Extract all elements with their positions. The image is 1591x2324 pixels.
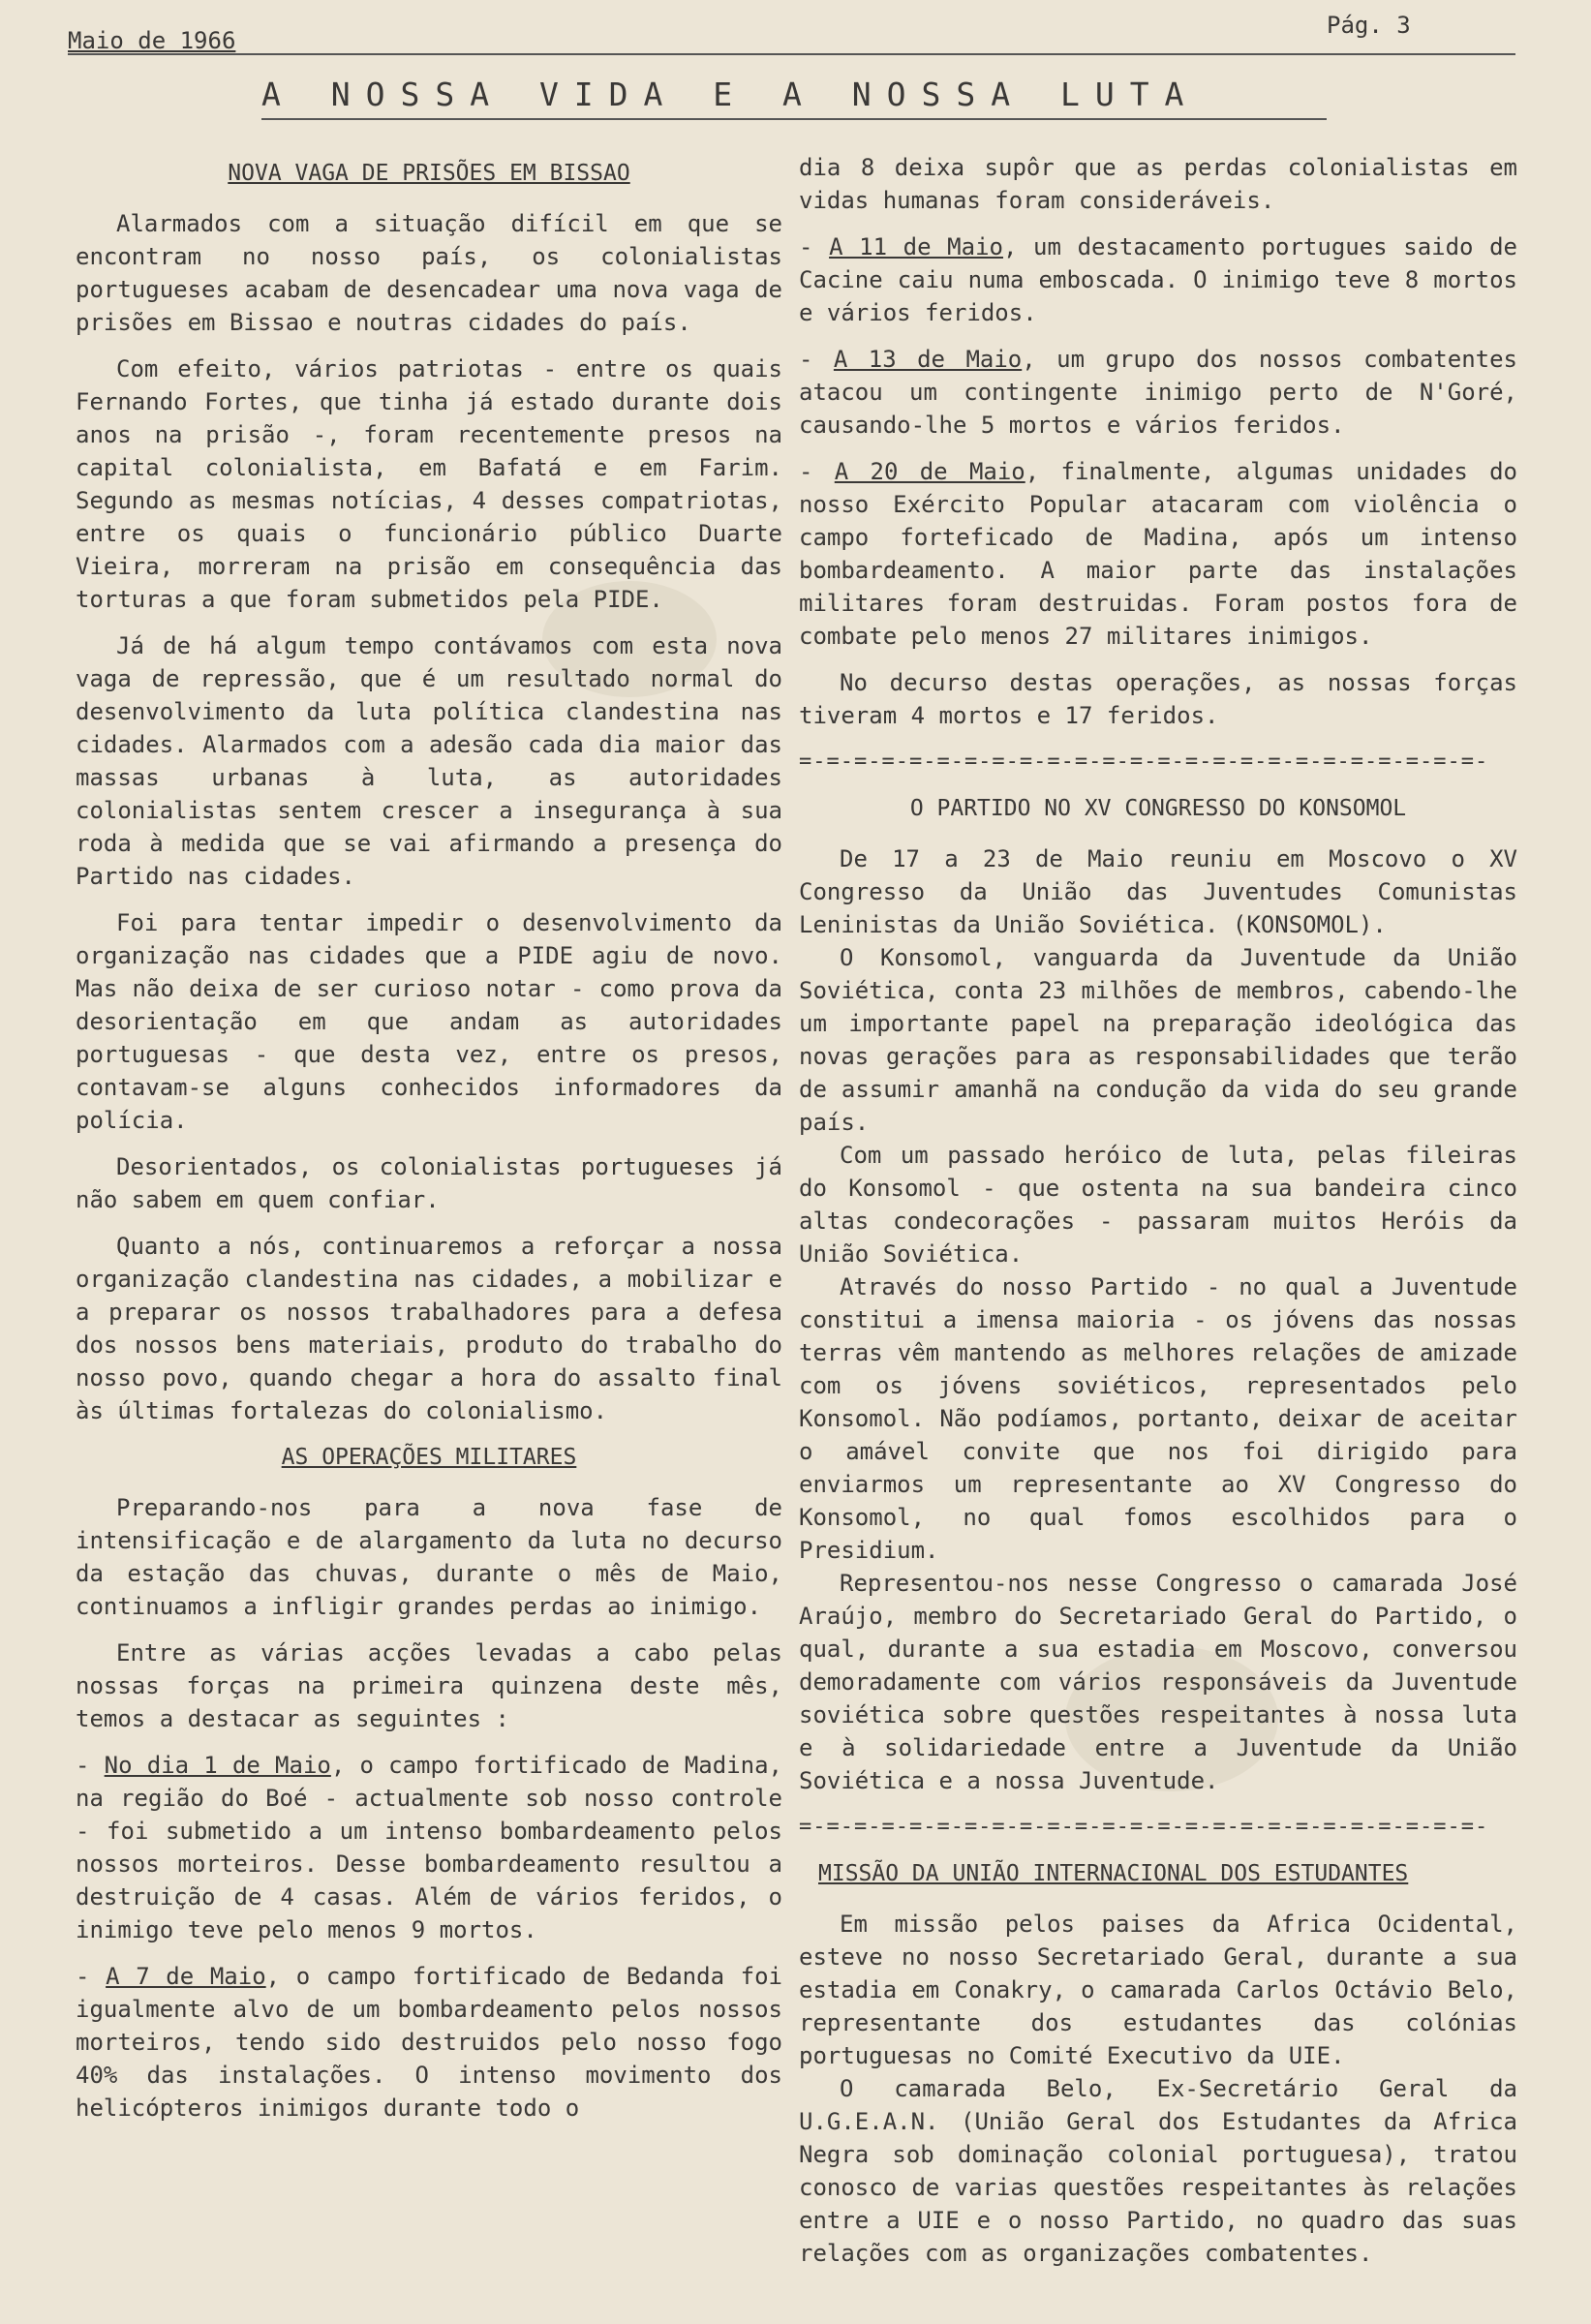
operation-text: , o campo fortificado de Madina, na região do Boé - actualmente sob nosso controle - foi submetido a um intenso bombardeamento pelos nossos morteiros. Desse bombardeamento resultou a destruição de 4 casas. Além de vários feridos, o inimigo teve pelo menos 9 mortos.	[76, 1752, 783, 1943]
article-paragraph: Representou-nos nesse Congresso o camarada José Araújo, membro do Secretariado Geral do Partido, o qual, durante a sua estadia em Moscovo, conversou demoradamente com vários responsáveis da Juventude soviética sobre questões respeitantes à nossa luta e à solidariedade entre a Juventude da União Soviética e a nossa Juventude.	[799, 1570, 1517, 1794]
header-rule	[68, 53, 1515, 55]
operation-text: , um destacamento portugues saido de Cacine caiu numa emboscada. O inimigo teve 8 mortos e vários feridos.	[799, 233, 1518, 326]
section-separator: =-=-=-=-=-=-=-=-=-=-=-=-=-=-=-=-=-=-=-=-=-=-=-=-=-	[799, 1815, 1489, 1839]
operation-date: A 7 de Maio	[106, 1963, 266, 1990]
article-paragraph: Desorientados, os colonialistas portugueses já não sabem em quem confiar.	[76, 1153, 782, 1213]
operation-item: - A 11 de Maio, um destacamento portugues saido de Cacine caiu numa emboscada. O inimigo teve 8 mortos e vários feridos.	[799, 233, 1518, 326]
article-heading-operacoes: AS OPERAÇÕES MILITARES	[281, 1445, 577, 1470]
article-paragraph: Entre as várias acções levadas a cabo pelas nossas forças na primeira quinzena deste mês, temos a destacar as seguintes :	[76, 1639, 782, 1732]
right-column	[799, 151, 1517, 2270]
operation-item: - A 20 de Maio, finalmente, algumas unidades do nosso Exército Popular atacaram com violência o campo forteficado de Madina, após um intenso bombardeamento. A maior parte das instalações militares foram destruidas. Foram postos fora de combate pelo menos 27 militares inimigos.	[799, 458, 1517, 650]
article-paragraph: Alarmados com a situação difícil em que se encontram no nosso país, os colonialistas portugueses acabam de desencadear uma nova vaga de prisões em Bissao e noutras cidades do país.	[76, 210, 782, 336]
article-paragraph: Através do nosso Partido - no qual a Juventude constitui a imensa maioria - os jóvens das nossas terras vêm mantendo as melhores relações de amizade com os jóvens soviéticos, representados pelo Konsomol. Não podíamos, portanto, deixar de aceitar o amável convite que nos foi dirigido para enviarmos um representante ao XV Congresso do Konsomol, no qual fomos escolhidos para o Presidium.	[799, 1273, 1517, 1564]
left-column	[76, 157, 782, 2138]
operation-text: , finalmente, algumas unidades do nosso Exército Popular atacaram com violência o campo forteficado de Madina, após um intenso bombardeamento. A maior parte das instalações militares foram destruidas. Foram postos fora de combate pelo menos 27 militares inimigos.	[799, 458, 1517, 650]
operation-text: , um grupo dos nossos combatentes atacou um contingente inimigo perto de N'Goré, causando-lhe 5 mortos e vários feridos.	[799, 346, 1518, 439]
article-paragraph: Com efeito, vários patriotas - entre os quais Fernando Fortes, que tinha já estado durante dois anos na prisão -, foram recentemente presos na capital colonialista, em Bafatá e em Farim. Segundo as mesmas notícias, 4 desses compatriotas, entre os quais o funcionário público Duarte Vieira, morreram na prisão em consequência das torturas a que foram submetidos pela PIDE.	[76, 355, 782, 613]
operation-date: No dia 1 de Maio	[104, 1752, 331, 1779]
summary-paragraph: No decurso destas operações, as nossas forças tiveram 4 mortos e 17 feridos.	[799, 669, 1517, 729]
article-paragraph: Com um passado heróico de luta, pelas fileiras do Konsomol - que ostenta na sua bandeira cinco altas condecorações - passaram muitos Heróis da União Soviética.	[799, 1142, 1517, 1268]
operation-item: - No dia 1 de Maio, o campo fortificado de Madina, na região do Boé - actualmente sob nosso controle - foi submetido a um intenso bombardeamento pelos nossos morteiros. Desse bombardeamento resultou a destruição de 4 casas. Além de vários feridos, o inimigo teve pelo menos 9 mortos.	[76, 1752, 783, 1943]
operation-date: A 13 de Maio	[833, 346, 1023, 373]
operation-text: , o campo fortificado de Bedanda foi igualmente alvo de um bombardeamento pelos nossos morteiros, tendo sido destruidos pelo nosso fogo 40% das instalações. O intenso movimento dos helicópteros inimigos durante todo o	[76, 1963, 783, 2122]
continuation-paragraph: dia 8 deixa supôr que as perdas colonialistas em vidas humanas foram consideráveis.	[799, 154, 1517, 214]
article-paragraph: Já de há algum tempo contávamos com esta nova vaga de repressão, que é um resultado normal do desenvolvimento da luta política clandestina nas cidades. Alarmados com a adesão cada dia maior das massas urbanas à luta, as autoridades colonialistas sentem crescer a insegurança à sua roda à medida que se vai afirmando a presença do Partido nas cidades.	[76, 632, 782, 890]
article-paragraph: Foi para tentar impedir o desenvolvimento da organização nas cidades que a PIDE agiu de novo. Mas não deixa de ser curioso notar - como prova da desorientação em que andam as autoridades portuguesas - que desta vez, entre os presos, contavam-se alguns conhecidos informadores da polícia.	[76, 909, 782, 1134]
article-heading-uie: MISSÃO DA UNIÃO INTERNACIONAL DOS ESTUDANTES	[818, 1861, 1409, 1886]
operation-date: A 11 de Maio	[829, 233, 1003, 260]
article-paragraph: O Konsomol, vanguarda da Juventude da União Soviética, conta 23 milhões de membros, cabendo-lhe um importante papel na preparação ideológica das novas gerações para as responsabilidades que terão de assumir amanhã na condução da vida do seu grande país.	[799, 944, 1517, 1136]
article-heading-konsomol: O PARTIDO NO XV CONGRESSO DO KONSOMOL	[909, 796, 1407, 821]
operation-item: - A 7 de Maio, o campo fortificado de Bedanda foi igualmente alvo de um bombardeamento pelos nossos morteiros, tendo sido destruidos pelo nosso fogo 40% das instalações. O intenso movimento dos helicópteros inimigos durante todo o	[76, 1963, 783, 2122]
article-paragraph: O camarada Belo, Ex-Secretário Geral da U.G.E.A.N. (União Geral dos Estudantes da Africa Negra sob dominação colonial portuguesa), tratou conosco de varias questões respeitantes às relações entre a UIE e o nosso Partido, no quadro das suas relações com as organizações combatentes.	[799, 2075, 1517, 2267]
section-separator: =-=-=-=-=-=-=-=-=-=-=-=-=-=-=-=-=-=-=-=-=-=-=-=-=-	[799, 749, 1489, 774]
operation-item: - A 13 de Maio, um grupo dos nossos combatentes atacou um contingente inimigo perto de N'Goré, causando-lhe 5 mortos e vários feridos.	[799, 346, 1518, 439]
article-heading-prisoes: NOVA VAGA DE PRISÕES EM BISSAO	[228, 161, 630, 186]
section-title: A NOSSA VIDA E A NOSSA LUTA	[261, 76, 1200, 113]
article-paragraph: Em missão pelos paises da Africa Ocidental, esteve no nosso Secretariado Geral, durante a sua estadia em Conakry, o camarada Carlos Octávio Belo, representante dos estudantes das colónias portuguesas no Comité Executivo da UIE.	[799, 1911, 1517, 2069]
page-number: Pág. 3	[1327, 12, 1411, 39]
operation-date: A 20 de Maio	[834, 458, 1025, 485]
article-paragraph: De 17 a 23 de Maio reuniu em Moscovo o XV Congresso da União das Juventudes Comunistas Leninistas da União Soviética. (KONSOMOL).	[799, 845, 1517, 938]
issue-date: Maio de 1966	[68, 27, 236, 54]
article-paragraph: Quanto a nós, continuaremos a reforçar a nossa organização clandestina nas cidades, a mobilizar e a preparar os nossos trabalhadores para a defesa dos nossos bens materiais, produto do trabalho do nosso povo, quando chegar a hora do assalto final às últimas fortalezas do colonialismo.	[76, 1233, 782, 1424]
title-rule	[261, 118, 1327, 120]
article-paragraph: Preparando-nos para a nova fase de intensificação e de alargamento da luta no decurso da estação das chuvas, durante o mês de Maio, continuamos a infligir grandes perdas ao inimigo.	[76, 1494, 782, 1620]
